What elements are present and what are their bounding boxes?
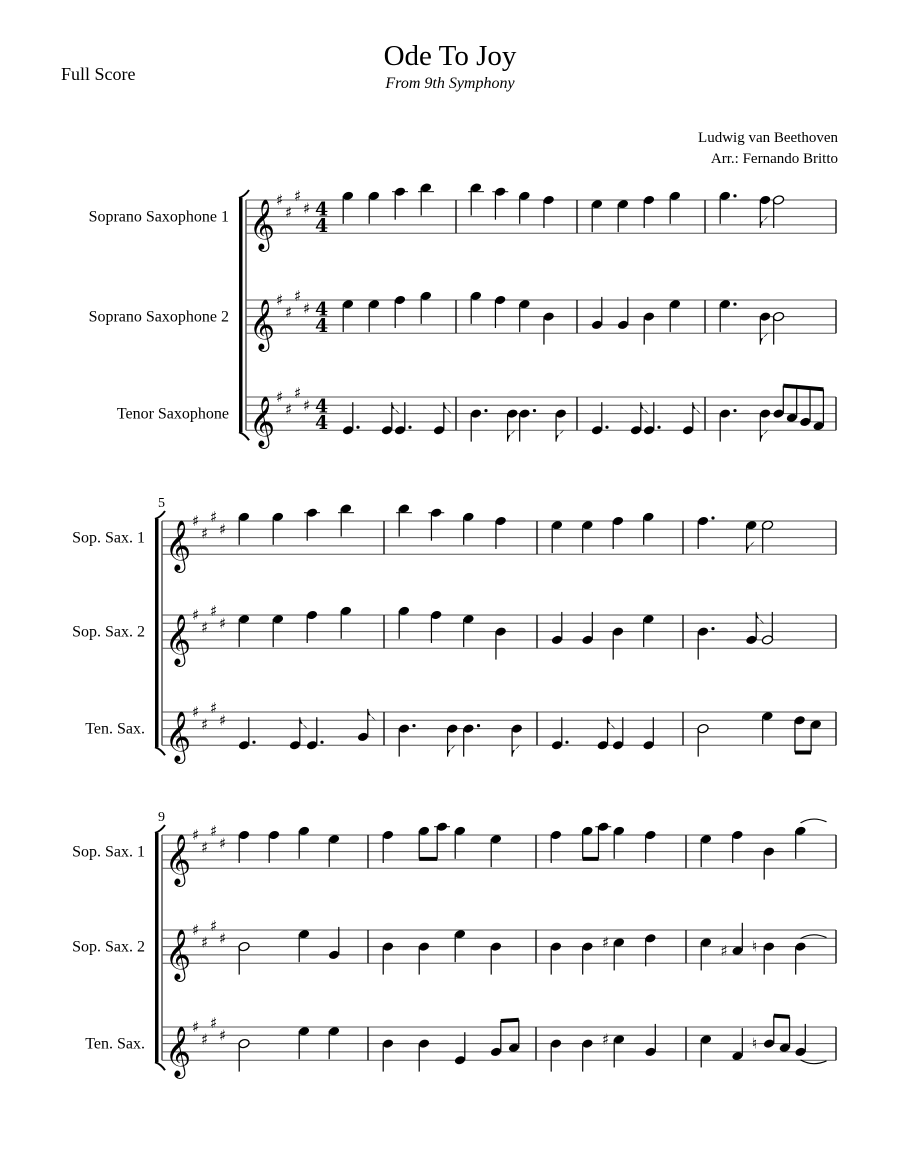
staff-sop-sax-2	[72, 602, 836, 667]
sharp-icon: ♯	[201, 933, 209, 952]
note	[752, 1016, 775, 1053]
sharp-icon: ♯	[192, 606, 200, 624]
sharp-icon: ♯	[192, 826, 200, 844]
tie	[801, 819, 827, 823]
note	[272, 512, 284, 545]
note	[382, 941, 394, 974]
note	[550, 1038, 562, 1071]
note	[700, 834, 712, 867]
note	[368, 299, 380, 332]
instrument-label: Sop. Sax. 1	[72, 529, 145, 547]
note	[518, 299, 530, 332]
note	[759, 195, 771, 228]
note	[642, 614, 654, 647]
note	[643, 311, 655, 344]
composer: Ludwig van Beethoven	[698, 130, 838, 146]
note	[306, 610, 318, 643]
treble-clef-icon: 𝄞	[165, 520, 192, 572]
sharp-icon: ♯	[219, 614, 227, 633]
note	[551, 520, 563, 553]
sharp-icon: ♯	[294, 286, 302, 305]
note	[454, 826, 466, 859]
note	[612, 717, 624, 750]
note	[719, 191, 737, 224]
sharp-icon: ♯	[602, 933, 610, 952]
note	[581, 1038, 593, 1071]
sharp-icon: ♯	[294, 383, 302, 402]
note	[581, 826, 593, 859]
arranger: Arr.: Fernando Britto	[710, 151, 838, 167]
beam	[774, 1016, 790, 1017]
staff-sop-sax-2	[89, 287, 836, 352]
bracket	[155, 833, 159, 1062]
note	[508, 1020, 520, 1053]
sharp-icon: ♯	[219, 1026, 227, 1045]
note	[810, 719, 822, 752]
sharp-icon: ♯	[210, 601, 218, 620]
note	[490, 834, 502, 867]
note	[394, 295, 406, 328]
note	[543, 311, 555, 344]
note	[506, 408, 518, 441]
time-signature: 4	[315, 395, 329, 418]
note	[462, 512, 474, 545]
beam	[783, 386, 823, 390]
note	[304, 507, 320, 540]
treble-clef-icon: 𝄞	[249, 299, 276, 351]
svg-text:4: 4	[315, 215, 329, 238]
note	[238, 614, 250, 647]
note	[731, 830, 743, 863]
note	[794, 819, 826, 859]
sharp-icon: ♯	[201, 715, 209, 734]
sharp-icon: ♯	[192, 512, 200, 530]
note	[462, 614, 474, 647]
sharp-icon: ♯	[303, 299, 311, 318]
treble-clef-icon: 𝄞	[165, 1026, 192, 1078]
sharp-icon: ♯	[276, 291, 284, 309]
note	[328, 927, 340, 960]
note	[763, 846, 775, 879]
note	[550, 830, 562, 863]
note	[298, 1026, 310, 1059]
note	[644, 1024, 656, 1057]
page-title: Ode To Joy	[383, 40, 517, 72]
note	[643, 195, 655, 228]
note	[492, 186, 508, 219]
sharp-icon: ♯	[210, 916, 218, 935]
note	[719, 299, 737, 332]
note	[772, 195, 784, 228]
note	[721, 923, 744, 960]
note	[612, 626, 624, 659]
note	[418, 1038, 430, 1071]
sharp-icon: ♯	[285, 400, 293, 419]
note	[761, 520, 773, 553]
note	[581, 520, 593, 553]
note	[368, 191, 380, 224]
subtitle: From 9th Symphony	[385, 75, 515, 92]
treble-clef-icon: 𝄞	[165, 711, 192, 763]
note	[602, 1030, 625, 1067]
staff-sop-sax-2	[72, 917, 836, 982]
instrument-label: Tenor Saxophone	[116, 405, 229, 423]
note	[644, 933, 656, 966]
note	[268, 830, 280, 863]
note	[238, 941, 250, 974]
note	[812, 389, 824, 431]
sharp-icon: ♯	[219, 834, 227, 853]
note	[697, 723, 709, 756]
note	[595, 821, 611, 858]
staff-sop-sax-1	[72, 503, 836, 573]
note	[543, 195, 555, 228]
sharp-icon: ♯	[210, 698, 218, 717]
sharp-icon: ♯	[294, 186, 302, 205]
sharp-icon: ♯	[276, 388, 284, 406]
treble-clef-icon: 𝄞	[165, 834, 192, 886]
note	[511, 723, 523, 756]
note	[470, 291, 482, 324]
note	[495, 626, 507, 659]
note	[298, 929, 310, 962]
note	[490, 941, 502, 974]
note	[761, 612, 773, 645]
note	[418, 941, 430, 974]
note	[669, 191, 681, 224]
sharp-icon: ♯	[219, 929, 227, 948]
note	[644, 830, 656, 863]
sharp-icon: ♯	[303, 396, 311, 415]
note	[418, 826, 430, 859]
note	[495, 516, 507, 549]
treble-clef-icon: 𝄞	[165, 614, 192, 666]
note	[430, 610, 442, 643]
note	[581, 941, 593, 974]
note	[298, 826, 310, 859]
note	[446, 723, 458, 756]
note	[382, 830, 394, 863]
note	[752, 938, 775, 975]
note	[551, 612, 563, 645]
instrument-label: Soprano Saxophone 2	[88, 308, 229, 326]
note	[617, 199, 629, 232]
system-3	[72, 810, 836, 1079]
measure-number: 9	[158, 810, 165, 825]
note	[700, 937, 712, 970]
note	[338, 503, 354, 536]
note	[238, 512, 250, 545]
note	[642, 717, 654, 750]
note	[342, 191, 354, 224]
sharp-icon: ♯	[201, 838, 209, 857]
instrument-label: Sop. Sax. 2	[72, 623, 145, 641]
staff-ten-sax-	[85, 699, 836, 764]
staff-ten-sax-	[85, 1014, 836, 1079]
note	[759, 408, 771, 441]
sharp-icon: ♯	[219, 520, 227, 539]
sharp-icon: ♯	[303, 199, 311, 218]
note	[420, 291, 432, 324]
svg-text:4: 4	[315, 315, 329, 338]
instrument-label: Ten. Sax.	[85, 1035, 145, 1053]
note	[518, 191, 530, 224]
staff-sop-sax-1	[89, 182, 836, 252]
note	[772, 386, 784, 419]
beam	[501, 1020, 519, 1021]
note	[745, 520, 757, 553]
note	[428, 507, 444, 540]
sharp-icon: ♯	[201, 524, 209, 543]
sharp-icon: ♯	[720, 941, 728, 960]
sharp-icon: ♯	[210, 507, 218, 526]
sharp-icon: ♯	[210, 1013, 218, 1032]
note	[342, 299, 354, 332]
treble-clef-icon: 𝄞	[249, 199, 276, 251]
sharp-icon: ♯	[192, 921, 200, 939]
note	[382, 1038, 394, 1071]
instrument-label: Ten. Sax.	[85, 720, 145, 738]
note	[759, 311, 771, 344]
note	[799, 388, 811, 427]
sharp-icon: ♯	[602, 1030, 610, 1049]
note	[340, 606, 352, 639]
note	[613, 826, 625, 859]
note	[418, 182, 434, 215]
sharp-icon: ♯	[201, 1030, 209, 1049]
note	[468, 182, 484, 215]
system-1	[89, 182, 836, 449]
note	[581, 612, 593, 645]
note	[761, 711, 773, 744]
natural-icon: ♮	[752, 1034, 758, 1053]
note	[434, 821, 450, 858]
time-signature: 4	[315, 198, 329, 221]
sharp-icon: ♯	[210, 821, 218, 840]
note	[591, 199, 603, 232]
note	[328, 1026, 340, 1059]
staff-ten-sax-	[117, 384, 836, 449]
sharp-icon: ♯	[201, 618, 209, 637]
note	[238, 1038, 250, 1071]
bracket	[155, 519, 159, 747]
note	[669, 299, 681, 332]
note	[700, 1034, 712, 1067]
time-signature: 4	[315, 298, 329, 321]
note	[454, 929, 466, 962]
sharp-icon: ♯	[285, 303, 293, 322]
note	[272, 614, 284, 647]
note	[731, 1028, 743, 1061]
sharp-icon: ♯	[192, 703, 200, 721]
sharp-icon: ♯	[219, 711, 227, 730]
treble-clef-icon: 𝄞	[165, 929, 192, 981]
note	[550, 941, 562, 974]
note	[396, 503, 412, 536]
note	[494, 295, 506, 328]
note	[238, 830, 250, 863]
note	[772, 311, 784, 344]
full-score-label: Full Score	[61, 64, 136, 84]
sharp-icon: ♯	[276, 191, 284, 209]
treble-clef-icon: 𝄞	[249, 396, 276, 448]
bracket	[239, 198, 243, 432]
note	[392, 186, 408, 219]
instrument-label: Soprano Saxophone 1	[88, 208, 229, 226]
sharp-icon: ♯	[192, 1018, 200, 1036]
note	[612, 516, 624, 549]
sharp-icon: ♯	[285, 203, 293, 222]
note	[328, 834, 340, 867]
note	[642, 512, 654, 545]
note	[555, 408, 567, 441]
note	[398, 606, 410, 639]
natural-icon: ♮	[752, 937, 758, 956]
note	[794, 715, 806, 752]
instrument-label: Sop. Sax. 1	[72, 843, 145, 861]
note	[602, 933, 625, 970]
note	[617, 297, 629, 330]
note	[490, 1021, 502, 1057]
staff-sop-sax-1	[72, 819, 836, 887]
svg-text:4: 4	[315, 412, 329, 435]
instrument-label: Sop. Sax. 2	[72, 938, 145, 956]
note	[591, 297, 603, 330]
system-2	[72, 496, 836, 764]
note	[454, 1032, 466, 1065]
measure-number: 5	[158, 496, 165, 511]
